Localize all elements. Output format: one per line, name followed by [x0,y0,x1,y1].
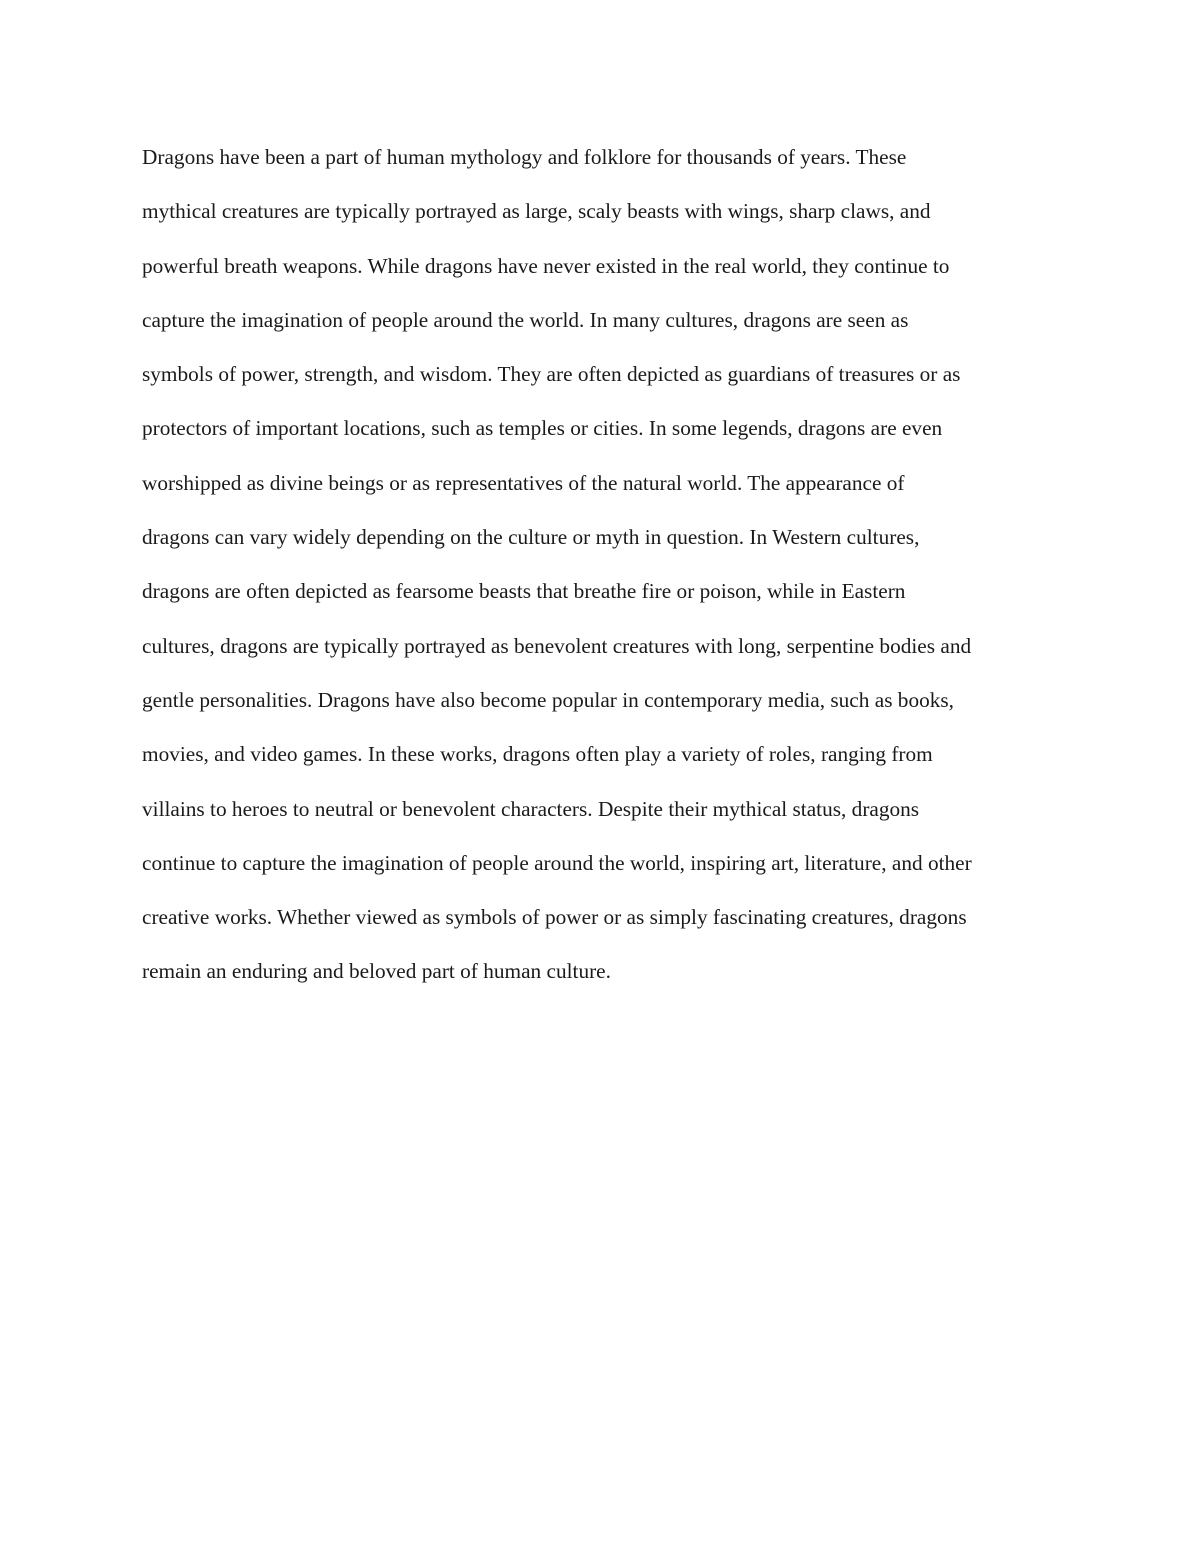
paragraph-line: powerful breath weapons. While dragons have never existed in the real world, they continue to [142,253,950,278]
paragraph-line: creative works. Whether viewed as symbols of power or as simply fascinating creatures, dragons [142,905,967,930]
paragraph-line: gentle personalities. Dragons have also become popular in contemporary media, such as books, [142,687,955,712]
paragraph-line: movies, and video games. In these works, dragons often play a variety of roles, ranging from [142,742,933,767]
paragraph-line: symbols of power, strength, and wisdom. They are often depicted as guardians of treasures or as [142,362,961,387]
paragraph-line: cultures, dragons are typically portrayed as benevolent creatures with long, serpentine bodies and [142,633,972,658]
paragraph-line: worshipped as divine beings or as representatives of the natural world. The appearance of [142,470,905,495]
paragraph-line: dragons can vary widely depending on the culture or myth in question. In Western cultures, [142,525,920,550]
paragraph-line: remain an enduring and beloved part of human culture. [142,959,611,984]
paragraph-line: mythical creatures are typically portrayed as large, scaly beasts with wings, sharp claws, and [142,199,931,224]
paragraph-line: villains to heroes to neutral or benevolent characters. Despite their mythical status, dragons [142,796,920,821]
paragraph-line: protectors of important locations, such as temples or cities. In some legends, dragons are even [142,416,943,441]
paragraph-line: Dragons have been a part of human mythology and folklore for thousands of years. These [142,145,907,169]
paragraph-line: dragons are often depicted as fearsome beasts that breathe fire or poison, while in Eastern [142,579,906,604]
essay-paragraph [142,136,1082,1005]
paragraph-line: capture the imagination of people around the world. In many cultures, dragons are seen as [142,307,909,332]
paragraph-line: continue to capture the imagination of people around the world, inspiring art, literature, and other [142,850,972,875]
